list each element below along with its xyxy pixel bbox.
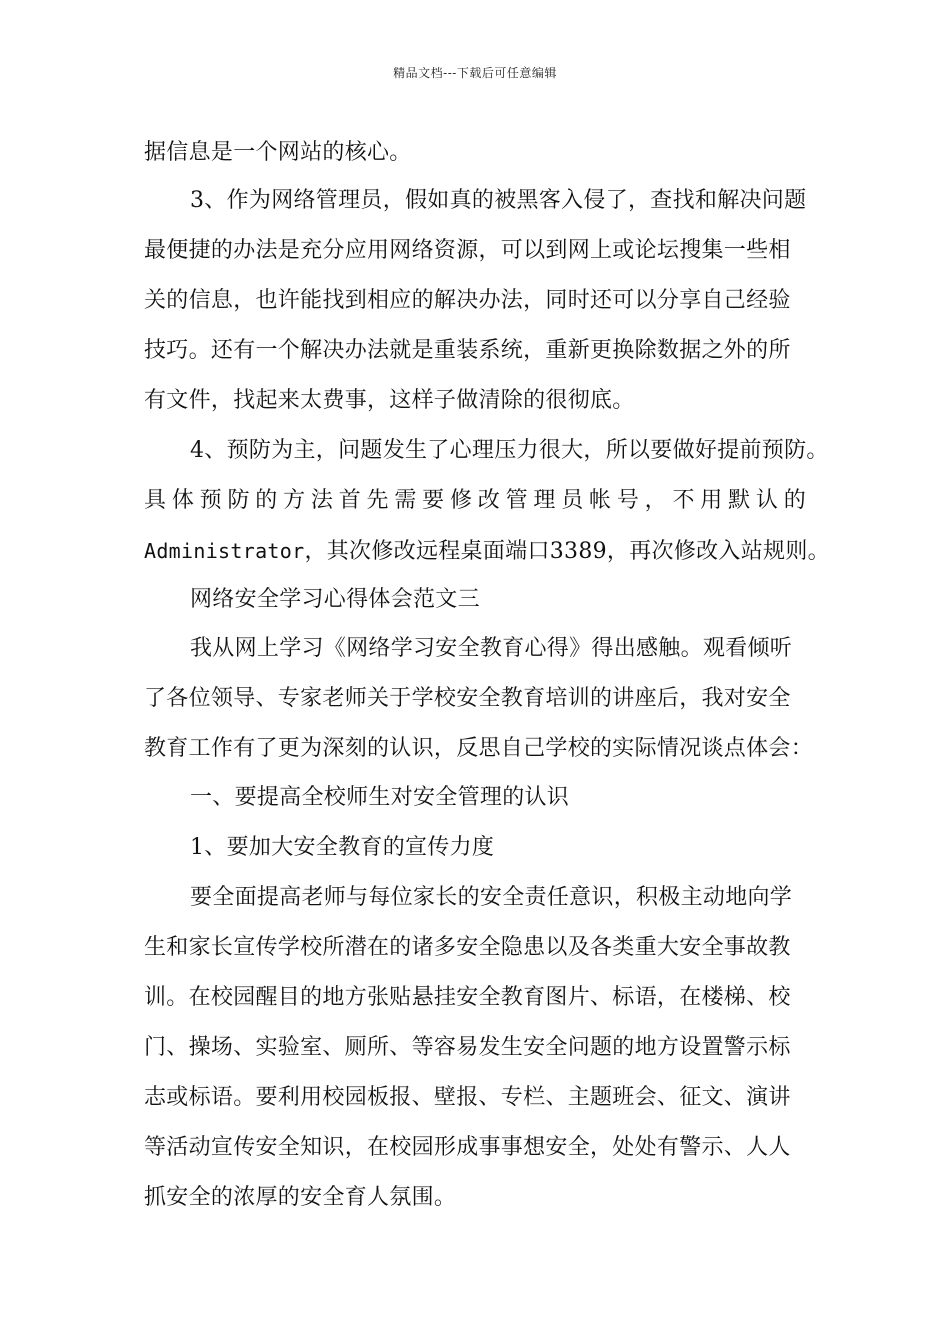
section-title: 网络安全学习心得体会范文三 — [190, 587, 480, 612]
heading-line: 1、要加大安全教育的宣传力度 — [190, 835, 495, 860]
text-line: 具体预防的方法首先需要修改管理员帐号，不用默认的 — [144, 488, 806, 513]
text-line: 要全面提高老师与每位家长的安全责任意识，积极主动地向学 — [190, 885, 793, 910]
text-line: 据信息是一个网站的核心。 — [144, 140, 412, 165]
text-line: 生和家长宣传学校所潜在的诸多安全隐患以及各类重大安全事故教 — [144, 935, 791, 960]
text-line: 了各位领导、专家老师关于学校安全教育培训的讲座后，我对安全 — [144, 686, 791, 711]
text-line: 关的信息，也许能找到相应的解决办法，同时还可以分享自己经验 — [144, 288, 791, 313]
text-line: 4、预防为主，问题发生了心理压力很大，所以要做好提前预防。 — [190, 438, 829, 463]
heading-line: 一、要提高全校师生对安全管理的认识 — [190, 785, 570, 810]
text-line: 技巧。还有一个解决办法就是重装系统，重新更换除数据之外的所 — [144, 338, 791, 363]
text-line: 训。在校园醒目的地方张贴悬挂安全教育图片、标语，在楼梯、校 — [144, 985, 791, 1010]
text-line: 等活动宣传安全知识，在校园形成事事想安全，处处有警示、人人 — [144, 1135, 791, 1160]
text-line: 门、操场、实验室、厕所、等容易发生安全问题的地方设置警示标 — [144, 1035, 791, 1060]
text-line: 志或标语。要利用校园板报、壁报、专栏、主题班会、征文、演讲 — [144, 1085, 791, 1110]
text-line: 最便捷的办法是充分应用网络资源，可以到网上或论坛搜集一些相 — [144, 238, 791, 263]
text-line: 抓安全的浓厚的安全育人氛围。 — [144, 1185, 457, 1210]
text-fragment: Administrator — [144, 539, 305, 563]
text-line: 教育工作有了更为深刻的认识，反思自己学校的实际情况谈点体会： — [144, 736, 814, 761]
text-line: 我从网上学习《网络学习安全教育心得》得出感触。观看倾听 — [190, 636, 793, 661]
text-line: 3、作为网络管理员，假如真的被黑客入侵了，查找和解决问题 — [190, 188, 807, 213]
text-line: 有文件，找起来太费事，这样子做清除的很彻底。 — [144, 388, 635, 413]
page-header: 精品文档---下载后可任意编辑 — [393, 66, 557, 80]
text-line — [144, 536, 830, 567]
text-fragment: ，其次修改远程桌面端口3389，再次修改入站规则。 — [304, 539, 830, 564]
